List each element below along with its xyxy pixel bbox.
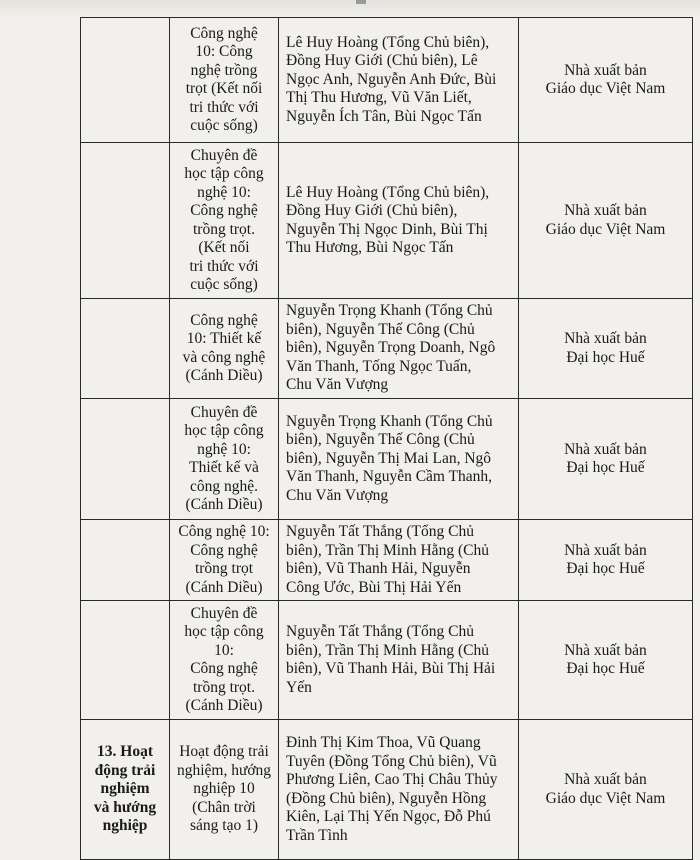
table-row — [81, 299, 693, 399]
book-title-cell: Công nghệ 10: Công nghệ trồng trọt (Cánh Diều) — [170, 520, 279, 601]
publisher-cell: Nhà xuất bản Đại học Huế — [519, 601, 693, 720]
book-title-cell: Công nghệ 10: Thiết kế và công nghệ (Cánh Diều) — [170, 299, 279, 399]
publisher-cell: Nhà xuất bản Đại học Huế — [519, 299, 693, 399]
authors-cell: Nguyễn Tất Thắng (Tổng Chủ biên), Trần Thị Minh Hằng (Chủ biên), Vũ Thanh Hải, Nguyễn Công Ước, Bùi Thị Hải Yến — [279, 520, 519, 601]
publisher-cell: Nhà xuất bản Giáo dục Việt Nam — [519, 18, 693, 143]
subject-cell — [81, 299, 170, 399]
subject-cell — [81, 18, 170, 143]
book-title-cell: Công nghệ 10: Công nghệ trồng trọt (Kết nối tri thức với cuộc sống) — [170, 18, 279, 143]
publisher-cell: Nhà xuất bản Đại học Huế — [519, 399, 693, 520]
authors-cell: Nguyễn Trọng Khanh (Tổng Chủ biên), Nguyễn Thế Công (Chủ biên), Nguyễn Thị Mai Lan, Ngô Văn Thanh, Nguyễn Cầm Thanh, Chu Văn Vượng — [279, 399, 519, 520]
table-row — [81, 601, 693, 720]
table-row — [81, 18, 693, 143]
textbook-table — [80, 17, 693, 860]
authors-cell: Lê Huy Hoàng (Tổng Chủ biên), Đồng Huy Giới (Chủ biên), Lê Ngọc Anh, Nguyễn Anh Đức, Bùi Thị Thu Hương, Vũ Văn Liết, Nguyễn Ích Tân, Bùi Ngọc Tấn — [279, 18, 519, 143]
authors-cell: Lê Huy Hoàng (Tổng Chủ biên), Đồng Huy Giới (Chủ biên), Nguyễn Thị Ngọc Dinh, Bùi Thị Thu Hương, Bùi Ngọc Tấn — [279, 143, 519, 299]
book-title-cell: Chuyên đề học tập công nghệ 10: Thiết kế và công nghệ. (Cánh Diều) — [170, 399, 279, 520]
publisher-cell: Nhà xuất bản Giáo dục Việt Nam — [519, 143, 693, 299]
subject-cell — [81, 399, 170, 520]
publisher-cell: Nhà xuất bản Đại học Huế — [519, 520, 693, 601]
authors-cell: Nguyễn Tất Thắng (Tổng Chủ biên), Trần Thị Minh Hằng (Chủ biên), Vũ Thanh Hải, Bùi Thị Hải Yến — [279, 601, 519, 720]
publisher-cell: Nhà xuất bản Giáo dục Việt Nam — [519, 720, 693, 860]
subject-cell — [81, 143, 170, 299]
book-title-cell: Chuyên đề học tập công nghệ 10: Công nghệ trồng trọt. (Kết nối tri thức với cuộc sống) — [170, 143, 279, 299]
book-title-cell: Chuyên đề học tập công 10: Công nghệ trồng trọt. (Cánh Diều) — [170, 601, 279, 720]
table-row — [81, 399, 693, 520]
page-top-mark — [356, 0, 366, 4]
subject-label-cell: 13. Hoạt động trải nghiệm và hướng nghiệp — [81, 720, 170, 860]
book-title-cell: Hoạt động trải nghiệm, hướng nghiệp 10 (Chân trời sáng tạo 1) — [170, 720, 279, 860]
subject-cell — [81, 601, 170, 720]
table-row — [81, 720, 693, 860]
authors-cell: Nguyễn Trọng Khanh (Tổng Chủ biên), Nguyễn Thế Công (Chủ biên), Nguyễn Trọng Doanh, Ngô Văn Thanh, Tống Ngọc Tuấn, Chu Văn Vượng — [279, 299, 519, 399]
table-row — [81, 143, 693, 299]
subject-cell — [81, 520, 170, 601]
authors-cell: Đinh Thị Kim Thoa, Vũ Quang Tuyên (Đồng Tổng Chủ biên), Vũ Phương Liên, Cao Thị Châu Thủy (Đồng Chủ biên), Nguyễn Hồng Kiên, Lại Thị Yến Ngọc, Đỗ Phú Trần Tình — [279, 720, 519, 860]
page-top-edge — [0, 0, 700, 18]
table-row — [81, 520, 693, 601]
